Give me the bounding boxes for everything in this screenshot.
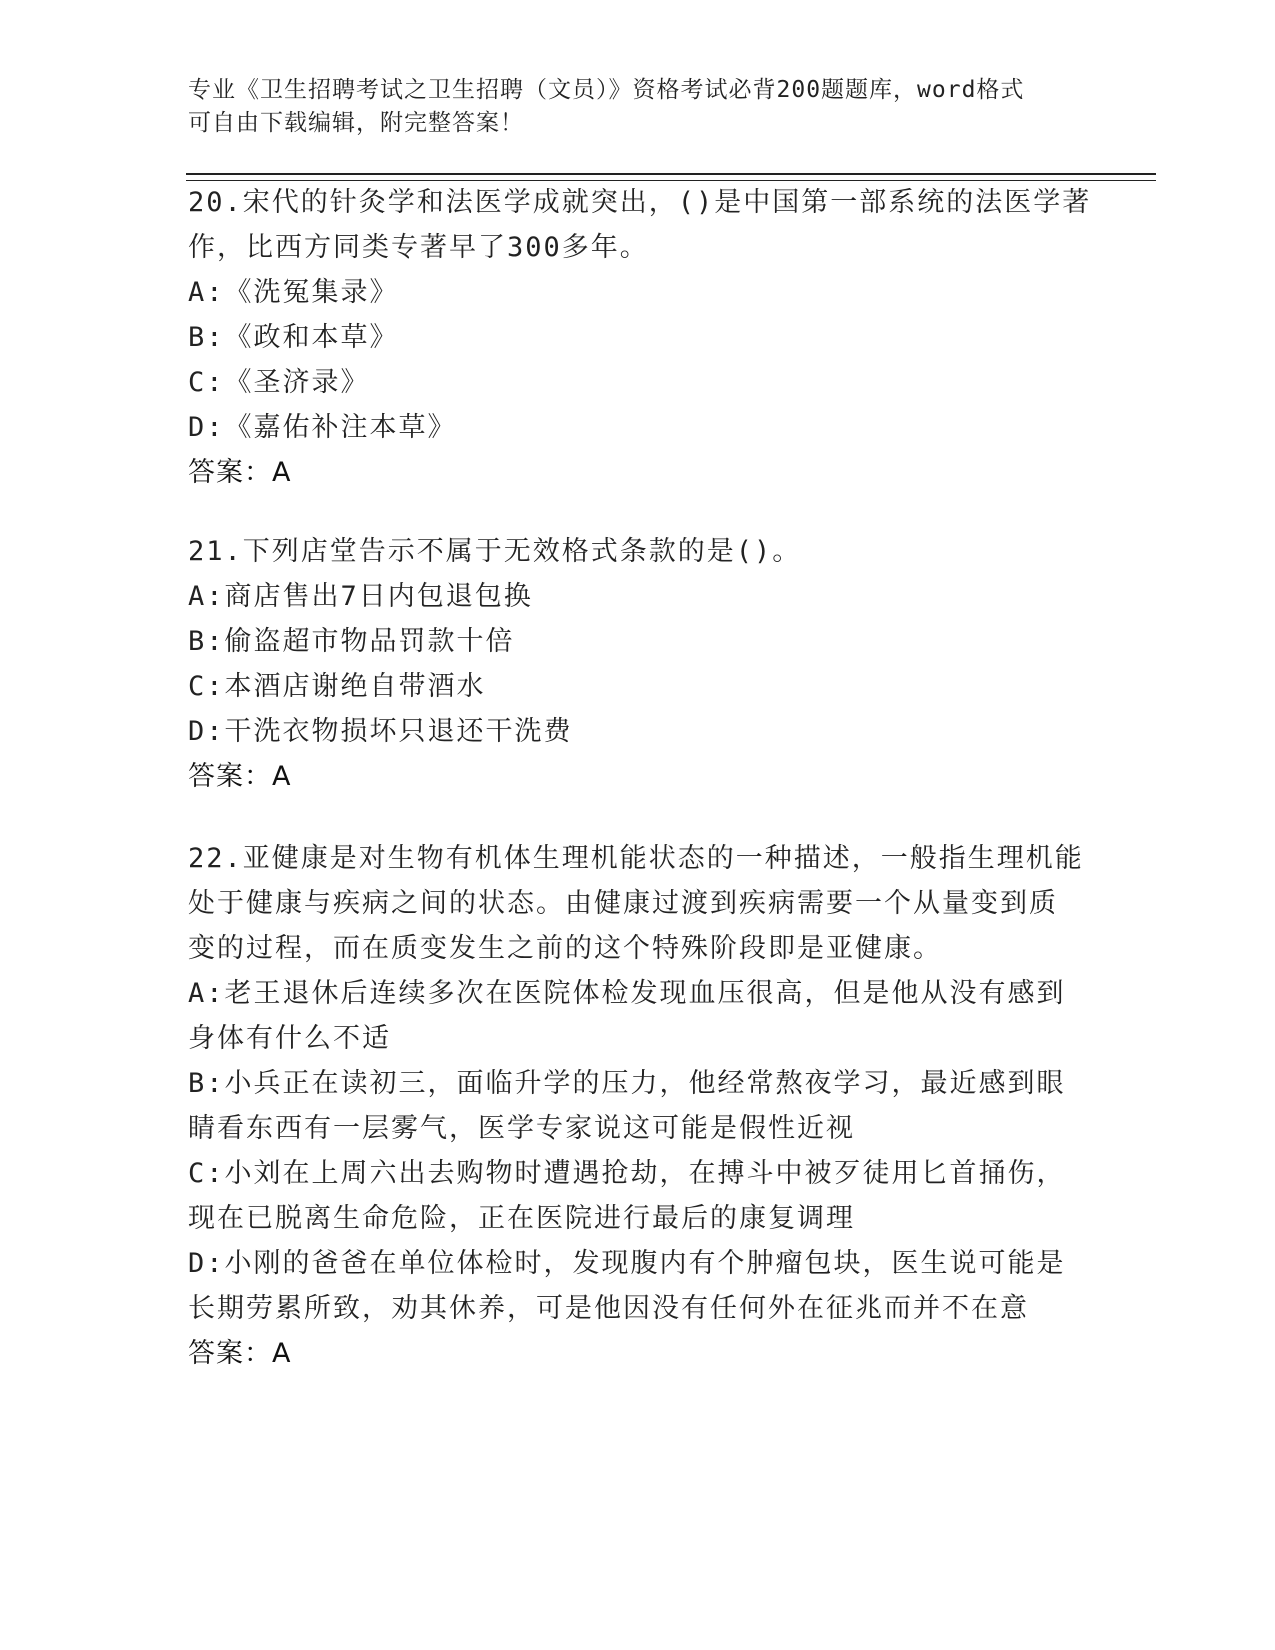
option-b: B:小兵正在读初三，面临升学的压力，他经常熬夜学习，最近感到眼 [188,1068,1066,1099]
question-stem-line: 20.宋代的针灸学和法医学成就突出，()是中国第一部系统的法医学著 [188,187,1092,218]
document-header [188,74,1068,140]
option-d-continued: 长期劳累所致，劝其休养，可是他因没有任何外在征兆而并不在意 [188,1293,1029,1324]
question-stem-line: 22.亚健康是对生物有机体生理机能状态的一种描述，一般指生理机能 [188,843,1084,874]
option-d: D:《嘉佑补注本草》 [188,412,457,443]
option-d: D:小刚的爸爸在单位体检时，发现腹内有个肿瘤包块，医生说可能是 [188,1248,1066,1279]
header-line-1: 专业《卫生招聘考试之卫生招聘（文员）》资格考试必背200题题库，word格式 [188,77,1025,103]
option-c: C:小刘在上周六出去购物时遭遇抢劫，在搏斗中被歹徒用匕首捅伤， [188,1158,1066,1189]
question-stem-line: 变的过程，而在质变发生之前的这个特殊阶段即是亚健康。 [188,933,942,964]
question-21 [188,529,1088,799]
option-c-continued: 现在已脱离生命危险，正在医院进行最后的康复调理 [188,1203,855,1234]
header-line-2: 可自由下载编辑，附完整答案！ [188,110,524,136]
question-stem-line: 21.下列店堂告示不属于无效格式条款的是()。 [188,536,802,567]
question-22 [188,836,1088,1376]
answer-label: 答案：A [188,1338,292,1369]
option-b: B:偷盗超市物品罚款十倍 [188,626,515,657]
option-a: A:老王退休后连续多次在医院体检发现血压很高，但是他从没有感到 [188,978,1066,1009]
answer-label: 答案：A [188,761,292,792]
option-d: D:干洗衣物损坏只退还干洗费 [188,716,573,747]
header-divider [186,173,1156,175]
question-stem-line: 处于健康与疾病之间的状态。由健康过渡到疾病需要一个从量变到质 [188,888,1058,919]
answer-label: 答案：A [188,457,292,488]
option-b-continued: 睛看东西有一层雾气，医学专家说这可能是假性近视 [188,1113,855,1144]
option-b: B:《政和本草》 [188,322,399,353]
option-a: A:商店售出7日内包退包换 [188,581,533,612]
option-a: A:《洗冤集录》 [188,277,399,308]
option-a-continued: 身体有什么不适 [188,1023,391,1054]
question-20 [188,180,1092,495]
option-c: C:本酒店谢绝自带酒水 [188,671,486,702]
option-c: C:《圣济录》 [188,367,370,398]
question-stem-line: 作，比西方同类专著早了300多年。 [188,232,649,263]
